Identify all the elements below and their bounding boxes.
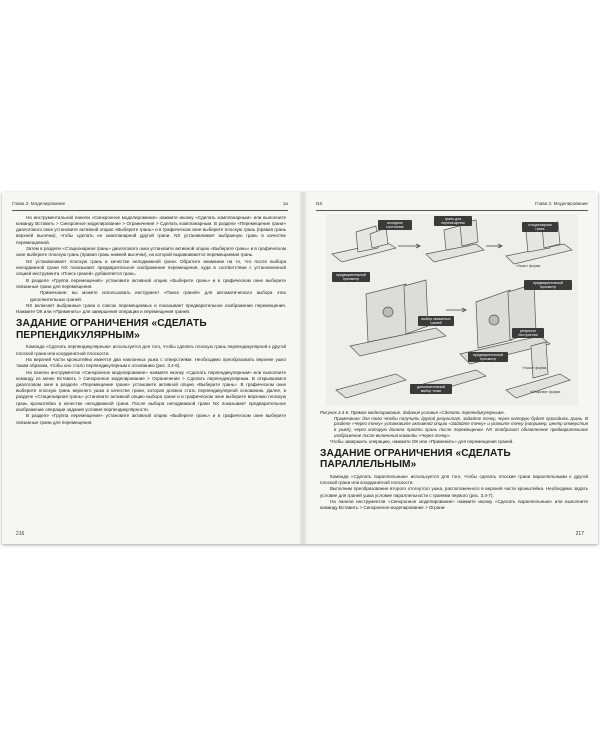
figure-label-opor: «Опорная» форма xyxy=(530,390,561,394)
left-running-head-chapter: Глава 3. Моделирование xyxy=(12,201,66,206)
callout-stationary-face: стационарная грань xyxy=(522,222,558,232)
paragraph: Команда «Сделать перпендикулярным» используется для того, чтобы сделать плоскую грань перпендикулярной к другой плоской грани или координатной плоскости. xyxy=(16,344,286,356)
left-text-block xyxy=(16,215,286,426)
paragraph: NX устанавливает плоскую грань в качестве неподвижной грани. Обратите внимание на то, что после выбора неподвижной грани NX показывает предварительное изображение перемещения, куда в соответствии с установленной опцией инструмента «Поиск граней» добавляется грань. xyxy=(16,258,286,277)
right-running-head xyxy=(316,200,588,211)
page-number-right: 217 xyxy=(575,531,584,537)
figure-label-ushko: «Ушко» форма xyxy=(516,264,541,268)
callout-moved-face: грань для перемещения xyxy=(434,216,472,226)
paragraph-note: Примечание: вы можете использовать инструмент «Поиск граней» для автоматического выбора этих дополнительных граней. xyxy=(30,290,286,302)
left-running-head xyxy=(12,200,288,211)
callout-result: результат построения xyxy=(512,328,544,338)
section-heading-perpendicular: ЗАДАНИЕ ОГРАНИЧЕНИЯ «СДЕЛАТЬ ПЕРПЕНДИКУЛЯРНЫМ» xyxy=(16,318,207,341)
page-number-left: 216 xyxy=(16,531,25,537)
section-heading-parallel: ЗАДАНИЕ ОГРАНИЧЕНИЯ «СДЕЛАТЬ ПАРАЛЛЕЛЬНЫМ» xyxy=(320,447,511,471)
paragraph: В разделе «Группа перемещения» установите активной опцию «Выберите грань» и в графическом окне выберите связанные грани для перемещения. xyxy=(16,413,286,425)
callout-final: дополнительный выбор точки xyxy=(410,384,452,394)
callout-preview-2: предварительный просмотр xyxy=(468,352,508,362)
paragraph: NX включает выбранные грани в список перемещаемых и показывает предварительное изображение перемещения. Нажмите ОК или «Применить» для завершения операции и перемещения граней. xyxy=(16,303,286,315)
paragraph: На панели инструментов «Синхронное моделирование» нажмите иконку «Сделать параллельным» или выполните команду Вставить > Синхронное моделирование > Ограни- xyxy=(320,499,588,511)
book-spread xyxy=(2,192,598,544)
right-running-head-product: NX xyxy=(316,201,323,206)
paragraph: Затем в разделе «Стационарная грань» диалогового окна установите активной опцию «Выберите грань» и в графическом окне выберите плоскую грань (правая грань нижней высечки), на которой выравнивается перемещаемая грань. xyxy=(16,246,286,258)
figure-3-4-6 xyxy=(326,214,578,406)
paragraph: Выполним преобразование второго отогнутого ушка, расположенного в верхней части кронштейна. Необходимо задать условие для граней ушка условие параллельности с гранями первого (рис. 3.4-7). xyxy=(320,486,588,498)
callout-initial-state: исходное состояние xyxy=(378,220,412,230)
callout-preview-right: предварительный просмотр xyxy=(524,280,572,290)
left-page xyxy=(2,192,300,544)
right-text-block xyxy=(320,410,588,512)
right-page xyxy=(306,192,598,544)
callout-select-related: выбор связанных граней xyxy=(418,316,454,326)
paragraph: На инструментальной панели «Синхронное моделирование» нажмите иконку «Сделать компланарным» или выполните команду Вставить > Синхронное моделирование > Ограничение > Сделать компланарным. В разделе «Перемещение грани» диалогового окна установите активной опцию «Выберите грань» и в графическом окне выберите плоскую грань (правая грань верхней высечки), чтобы сделать ее компланарной другой грани. NX устанавливает выбранную грань в качестве перемещаемой. xyxy=(16,215,286,245)
paragraph: В разделе «Группа перемещения» установите активной опцию «Выберите грань» и в графическом окне выберите связанные грани для перемещения. xyxy=(16,277,286,289)
paragraph: Команда «Сделать параллельным» используется для того, чтобы сделать плоские грани параллельными к другой плоской грани или координатной плоскости. xyxy=(320,473,588,485)
paragraph: Чтобы завершить операцию, нажмите ОК или «Применить» для перемещения граней. xyxy=(330,438,514,444)
callout-preview: предварительный просмотр xyxy=(332,272,370,282)
figure-illustration xyxy=(326,214,578,406)
paragraph: На верхней части кронштейна имеется два наклонных ушка с отверстиями. Необходимо преобразовать верхнее ушко таким образом, чтобы оно стало перпендикулярным к основанию (рис. 3.4-6). xyxy=(16,357,286,369)
figure-note: Примечание: для того чтобы получить другой результат, задайте точку, через которую будет проходить грань. В разделе «Через точку» установите активной опцию «Задайте точку» и укажите точку (например, центр отверстия в ушке), через которую должна пройти грань после перемещения. NX отобразит обновленное предварительное изображение после включения команды «Через точку». xyxy=(334,415,588,438)
figure-caption: Рисунок 3.4-6. Прямое моделирование. Задание условия «Сделать перпендикулярным». xyxy=(320,410,506,415)
figure-label-ushko-2: «Ушко» форма xyxy=(522,366,547,370)
right-running-head-chapter: Глава 3. Моделирование xyxy=(534,201,588,206)
paragraph: На панели инструментов «Синхронное моделирование» нажмите иконку «Сделать перпендикулярным» или выполните команду из меню Вставить > Синхронное моделирование > Ограничение > Сделать перпендикулярным. В открывшемся диалоговом окне в разделе «Перемещение грани» установите активной опцию «Выберите грань». В графическом окне выберите плоскую грань верхнего ушка в качестве грани, которая должна стать перпендикулярной основанию. Далее, в разделе «Стационарная грань» установите активной опцию выбора грани и в графическом окне выберите верхнюю плоскую грань кронштейна в качестве неподвижной грани. После выбора неподвижной грани NX показывает предварительное изображение операции задания условия перпендикулярности. xyxy=(16,369,286,412)
left-running-head-mark: 1a xyxy=(282,201,288,206)
